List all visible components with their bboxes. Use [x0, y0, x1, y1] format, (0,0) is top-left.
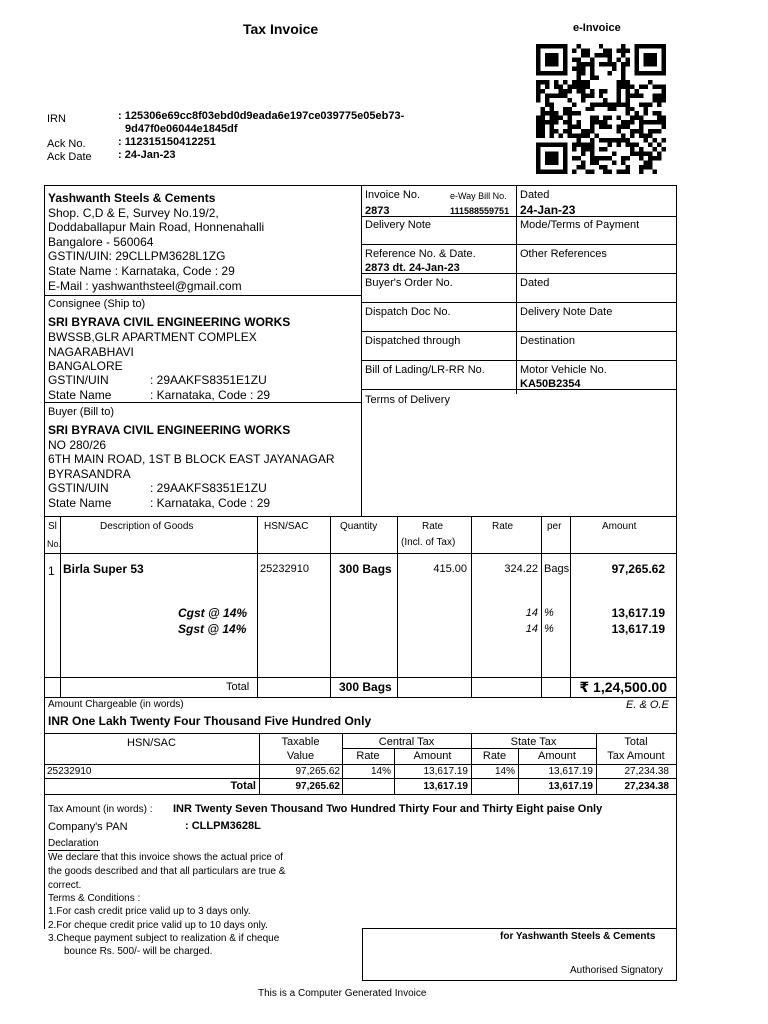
- seller-name: Yashwanth Steels & Cements: [48, 191, 216, 205]
- delivery-note-label: Delivery Note: [365, 219, 432, 231]
- terms-label: Terms & Conditions :: [48, 893, 141, 904]
- items-col-line: [570, 516, 571, 697]
- tax-table-bottom: [44, 794, 677, 795]
- term-3: 3.Cheque payment subject to realization & if cheque: [48, 933, 280, 944]
- ack-no-value: : 112315150412251: [118, 136, 216, 148]
- tax-t-label: Total: [230, 780, 256, 792]
- item-rate-incl: 415.00: [433, 563, 467, 575]
- sgst-amount: 13,617.19: [611, 622, 665, 636]
- buyer-address-1: NO 280/26: [48, 438, 107, 452]
- cgst-amount: 13,617.19: [611, 606, 665, 620]
- tax-h-total-2: Tax Amount: [607, 750, 665, 762]
- other-references-label: Other References: [520, 248, 607, 260]
- items-total-label: Total: [226, 681, 250, 693]
- tax-subheader-line: [342, 748, 596, 749]
- consignee-state-label: State Name: [48, 388, 112, 402]
- delivery-note-date-label: Delivery Note Date: [520, 306, 613, 318]
- buyer-address-2: 6TH MAIN ROAD, 1ST B BLOCK EAST JAYANAGAR: [48, 452, 335, 466]
- buyers-order-label: Buyer's Order No.: [365, 277, 453, 289]
- item-hsn: 25232910: [260, 563, 309, 575]
- seller-email: E-Mail : yashwanthsteel@gmail.com: [48, 279, 242, 293]
- items-total-amount: ₹ 1,24,500.00: [579, 679, 667, 695]
- col-quantity: Quantity: [340, 521, 378, 532]
- signature-box-left: [362, 928, 363, 981]
- motor-vehicle-label: Motor Vehicle No.: [520, 364, 607, 376]
- mode-terms-label: Mode/Terms of Payment: [520, 219, 640, 231]
- consignee-name: SRI BYRAVA CIVIL ENGINEERING WORKS: [48, 315, 291, 329]
- sgst-label: Sgst @ 14%: [178, 622, 247, 636]
- item-description: Birla Super 53: [63, 562, 144, 576]
- tax-h-taxable-2: Value: [286, 750, 315, 762]
- tax-r-total: 27,234.38: [624, 766, 669, 777]
- declaration-underline: [48, 850, 100, 851]
- consignee-state-value: : Karnataka, Code : 29: [150, 388, 271, 402]
- consignee-bottom: [44, 402, 361, 403]
- signature-box-bottom: [362, 980, 677, 981]
- sgst-rate: 14: [525, 623, 538, 635]
- authorised-signatory: Authorised Signatory: [570, 965, 663, 976]
- item-rate: 324.22: [504, 563, 538, 575]
- col-si-1: Sl: [48, 521, 57, 532]
- col-hsn: HSN/SAC: [264, 521, 309, 532]
- consignee-address-2: NAGARABHAVI: [48, 345, 134, 359]
- irn-value-line2: 9d47f0e06044e1845df: [125, 123, 238, 135]
- col-rate-incl-2: (Incl. of Tax): [401, 537, 456, 548]
- ack-date-label: Ack Date: [47, 151, 92, 163]
- col-rate: Rate: [492, 521, 514, 532]
- header-divider: [361, 185, 362, 516]
- buyer-gstin-label: GSTIN/UIN: [48, 481, 109, 495]
- tax-t-total: 27,234.38: [624, 781, 669, 792]
- irn-value-line1: : 125306e69cc8f03ebd0d9eada6e197ce039775e05eb73-: [118, 110, 405, 122]
- pan-value: : CLLPM3628L: [185, 820, 261, 832]
- tax-row-bottom: [44, 778, 677, 779]
- items-col-line: [330, 516, 331, 697]
- tax-h-central-amount: Amount: [413, 750, 452, 762]
- seller-address-1: Shop. C,D & E, Survey No.19/2,: [48, 206, 219, 220]
- tax-t-taxable: 97,265.62: [295, 781, 340, 792]
- tax-h-state: State Tax: [510, 736, 557, 748]
- items-col-line: [541, 516, 542, 697]
- signature-box-top: [362, 928, 676, 929]
- items-header-bottom: [44, 553, 677, 554]
- tax-h-state-amount: Amount: [538, 750, 576, 762]
- col-per: per: [547, 521, 562, 532]
- items-total-quantity: 300 Bags: [339, 680, 392, 694]
- einvoice-label: e-Invoice: [573, 22, 621, 34]
- seller-address-3: Bangalore - 560064: [48, 235, 154, 249]
- seller-state: State Name : Karnataka, Code : 29: [48, 264, 235, 278]
- dispatch-doc-label: Dispatch Doc No.: [365, 306, 451, 318]
- items-col-line: [471, 516, 472, 697]
- computer-generated-note: This is a Computer Generated Invoice: [258, 988, 427, 999]
- details-row-line: [361, 331, 676, 332]
- ack-no-label: Ack No.: [47, 138, 86, 150]
- col-description: Description of Goods: [100, 521, 194, 532]
- eoe-label: E. & O.E: [626, 699, 669, 711]
- buyer-address-3: BYRASANDRA: [48, 467, 131, 481]
- cgst-rate: 14: [525, 607, 538, 619]
- consignee-gstin-value: : 29AAKFS8351E1ZU: [150, 373, 267, 387]
- tax-r-state-rate: 14%: [494, 766, 515, 777]
- details-row-line: [361, 389, 676, 390]
- tax-r-taxable: 97,265.62: [295, 766, 340, 777]
- items-total-bottom: [44, 697, 677, 698]
- details-row-line: [361, 302, 676, 303]
- dated-label: Dated: [520, 189, 550, 201]
- qr-code-icon: [533, 44, 669, 174]
- items-col-line: [397, 516, 398, 697]
- tax-header-bottom: [44, 764, 677, 765]
- tax-r-central-amount: 13,617.19: [423, 766, 468, 777]
- declaration-label: Declaration: [48, 838, 99, 849]
- for-company: for Yashwanth Steels & Cements: [500, 931, 656, 942]
- col-si-2: No.: [47, 539, 62, 549]
- seller-address-2: Doddaballapur Main Road, Honnenahalli: [48, 220, 265, 234]
- term-3-continued: bounce Rs. 500/- will be charged.: [64, 946, 213, 957]
- sgst-pct: %: [544, 623, 554, 635]
- tax-h-state-rate: Rate: [482, 750, 507, 762]
- items-total-top: [44, 677, 677, 678]
- tax-r-state-amount: 13,617.19: [548, 766, 593, 777]
- eway-bill-value: 111588559751: [450, 206, 510, 216]
- frame-right: [676, 185, 677, 981]
- tax-words-label: Tax Amount (in words) :: [48, 804, 153, 815]
- reference-value: 2873 dt. 24-Jan-23: [365, 262, 460, 274]
- items-col-line: [257, 516, 258, 697]
- amount-words-label: Amount Chargeable (in words): [48, 699, 184, 710]
- tax-h-central: Central Tax: [378, 736, 435, 748]
- buyer-state-label: State Name: [48, 496, 112, 510]
- item-si: 1: [48, 564, 55, 578]
- reference-label: Reference No. & Date.: [365, 248, 476, 260]
- terms-of-delivery-label: Terms of Delivery: [365, 394, 450, 406]
- dated-2-label: Dated: [520, 277, 550, 289]
- cgst-pct: %: [544, 607, 554, 619]
- tax-r-central-rate: 14%: [370, 766, 391, 777]
- dated-value: 24-Jan-23: [520, 203, 576, 217]
- col-rate-incl-1: Rate: [422, 521, 444, 532]
- consignee-gstin-label: GSTIN/UIN: [48, 373, 109, 387]
- consignee-address-3: BANGALORE: [48, 359, 123, 373]
- buyer-name: SRI BYRAVA CIVIL ENGINEERING WORKS: [48, 423, 291, 437]
- invoice-no-value: 2873: [365, 205, 390, 217]
- col-amount: Amount: [602, 521, 637, 532]
- amount-words-value: INR One Lakh Twenty Four Thousand Five Hundred Only: [48, 714, 372, 728]
- eway-bill-label: e-Way Bill No.: [450, 191, 507, 201]
- details-row-line: [361, 360, 676, 361]
- term-1: 1.For cash credit price valid up to 3 days only.: [48, 906, 251, 917]
- item-per: Bags: [544, 563, 570, 575]
- destination-label: Destination: [520, 335, 576, 347]
- cgst-label: Cgst @ 14%: [178, 606, 248, 620]
- invoice-title: Tax Invoice: [243, 21, 319, 37]
- declaration-line-1: We declare that this invoice shows the actual price of: [48, 852, 283, 863]
- irn-label: IRN: [47, 113, 66, 125]
- seller-gstin: GSTIN/UIN: 29CLLPM3628L1ZG: [48, 249, 226, 263]
- tax-r-hsn: 25232910: [47, 766, 92, 777]
- tax-h-total-1: Total: [624, 736, 648, 748]
- details-row-line: [361, 216, 676, 217]
- buyer-gstin-value: : 29AAKFS8351E1ZU: [150, 481, 267, 495]
- motor-vehicle-value: KA50B2354: [520, 378, 581, 390]
- ack-date-value: : 24-Jan-23: [118, 149, 176, 161]
- item-amount: 97,265.62: [611, 562, 665, 576]
- tax-h-taxable-1: Taxable: [281, 736, 320, 748]
- dispatched-through-label: Dispatched through: [365, 335, 461, 347]
- invoice-no-label: Invoice No.: [365, 189, 421, 201]
- pan-label: Company's PAN: [48, 821, 128, 833]
- buyer-label: Buyer (Bill to): [48, 406, 115, 418]
- tax-t-central-amount: 13,617.19: [423, 781, 468, 792]
- tax-words-value: INR Twenty Seven Thousand Two Hundred Thirty Four and Thirty Eight paise Only: [173, 803, 603, 815]
- declaration-line-2: the goods described and that all particulars are true &: [48, 866, 286, 877]
- consignee-label: Consignee (Ship to): [48, 298, 146, 310]
- frame-left: [44, 185, 45, 929]
- term-2: 2.For cheque credit price valid up to 10 days only.: [48, 920, 268, 931]
- buyer-state-value: : Karnataka, Code : 29: [150, 496, 271, 510]
- seller-bottom: [44, 295, 361, 296]
- items-top: [44, 516, 677, 517]
- consignee-address-1: BWSSB,GLR APARTMENT COMPLEX: [48, 330, 257, 344]
- details-row-line: [361, 244, 676, 245]
- tax-table-top: [44, 733, 677, 734]
- declaration-line-3: correct.: [48, 880, 82, 891]
- tax-t-state-amount: 13,617.19: [548, 781, 593, 792]
- tax-h-central-rate: Rate: [356, 750, 380, 762]
- bill-of-lading-label: Bill of Lading/LR-RR No.: [365, 364, 485, 376]
- item-quantity: 300 Bags: [339, 562, 392, 576]
- tax-h-hsn: HSN/SAC: [127, 737, 176, 749]
